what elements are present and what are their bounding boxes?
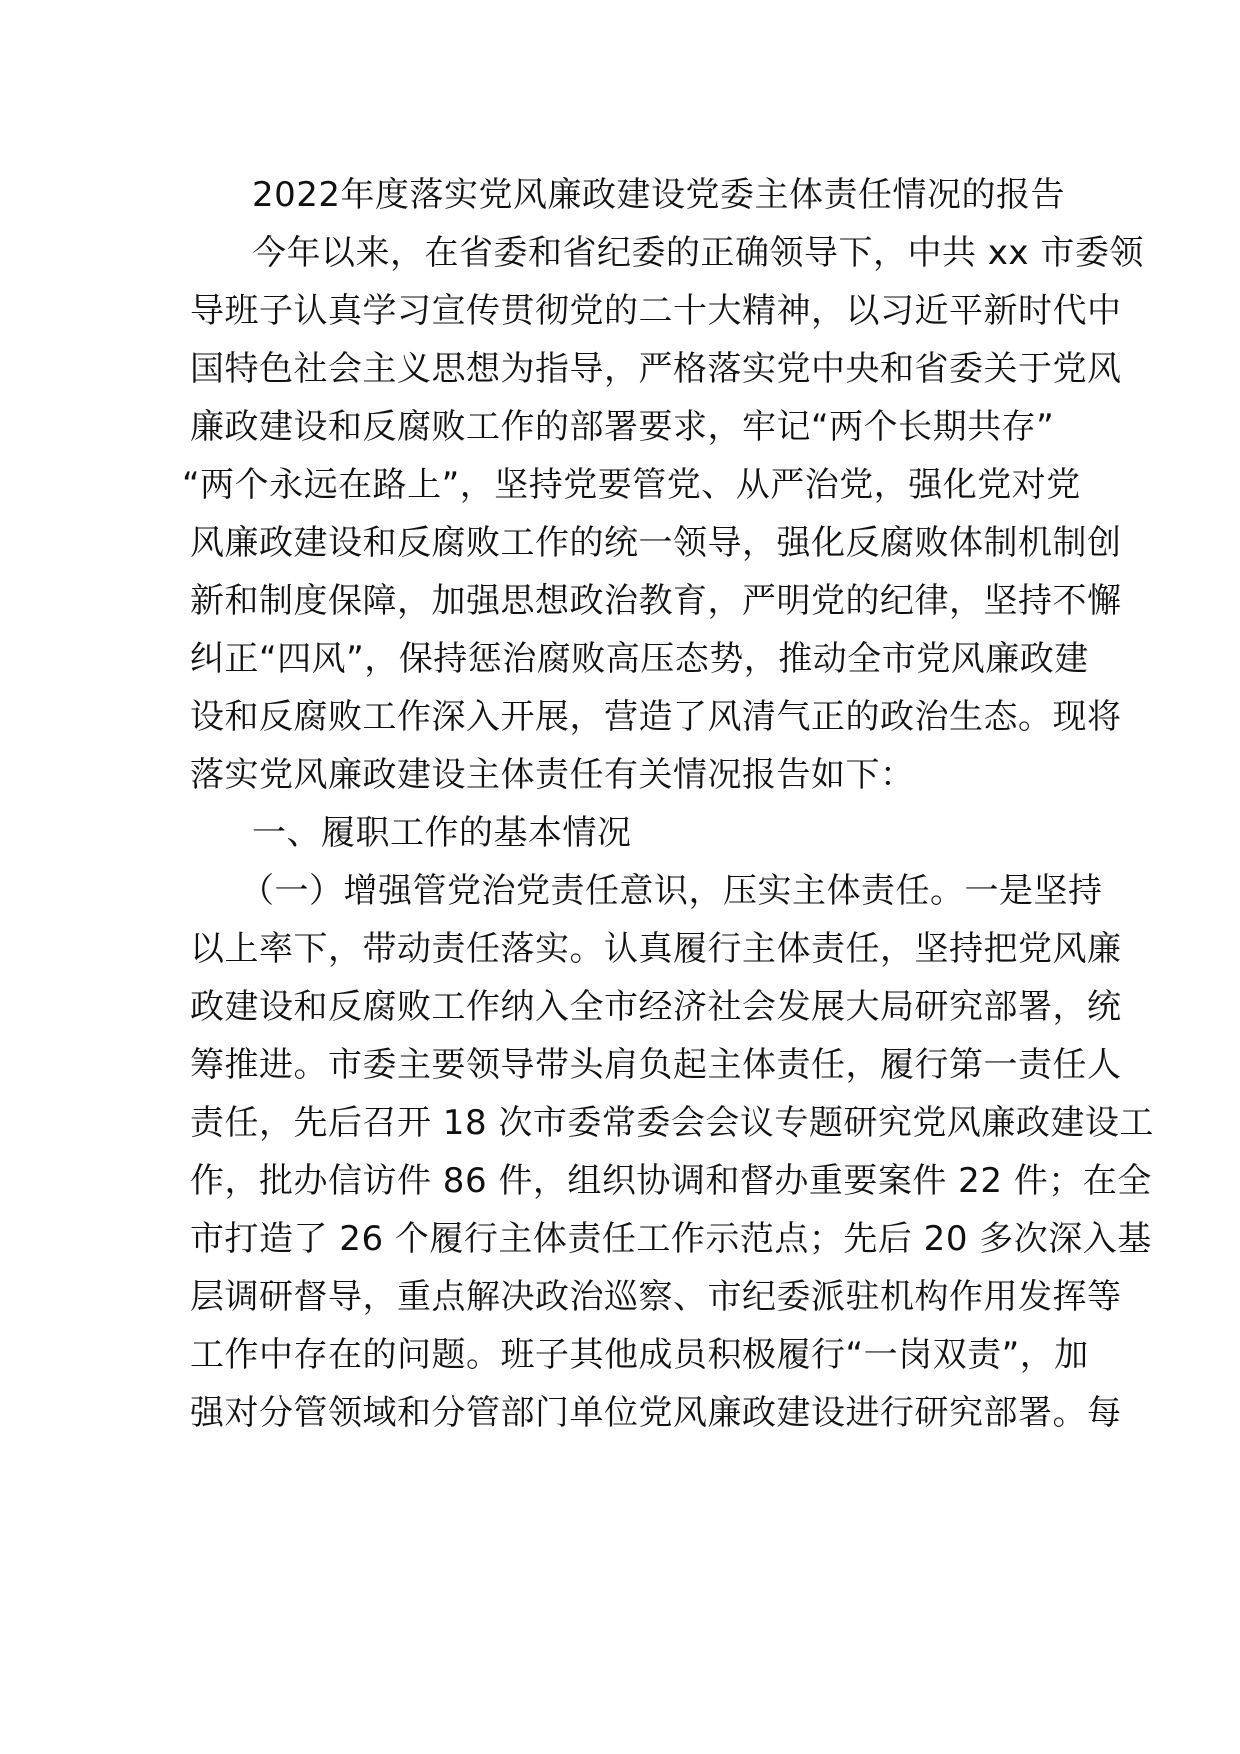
paragraph-line: 廉政建设和反腐败工作的部署要求，牢记“两个长期共存” xyxy=(190,407,1055,447)
paragraph-line: 市打造了 26 个履行主体责任工作示范点；先后 20 多次深入基 xyxy=(190,1219,1152,1259)
paragraph-line: 导班子认真学习宣传贯彻党的二十大精神，以习近平新时代中 xyxy=(190,291,1122,331)
paragraph-line: （一）增强管党治党责任意识，压实主体责任。一是坚持 xyxy=(240,871,1103,911)
section-heading: 一、履职工作的基本情况 xyxy=(252,813,632,853)
paragraph-line: 风廉政建设和反腐败工作的统一领导，强化反腐败体制机制创 xyxy=(190,523,1122,563)
paragraph-line: 层调研督导，重点解决政治巡察、市纪委派驻机构作用发挥等 xyxy=(190,1277,1122,1317)
paragraph-line: 设和反腐败工作深入开展，营造了风清气正的政治生态。现将 xyxy=(190,697,1122,737)
paragraph-line: “两个永远在路上”，坚持党要管党、从严治党，强化党对党 xyxy=(182,465,1081,505)
paragraph-line: 国特色社会主义思想为指导，严格落实党中央和省委关于党风 xyxy=(190,349,1122,389)
document-title: 2022年度落实党风廉政建设党委主体责任情况的报告 xyxy=(252,175,1066,215)
paragraph-line: 纠正“四风”，保持惩治腐败高压态势，推动全市党风廉政建 xyxy=(190,639,1089,679)
paragraph-line: 强对分管领域和分管部门单位党风廉政建设进行研究部署。每 xyxy=(190,1393,1122,1433)
paragraph-line: 以上率下，带动责任落实。认真履行主体责任，坚持把党风廉 xyxy=(190,929,1122,969)
paragraph-line: 筹推进。市委主要领导带头肩负起主体责任，履行第一责任人 xyxy=(190,1045,1122,1085)
paragraph-line: 今年以来，在省委和省纪委的正确领导下，中共 xx 市委领 xyxy=(252,233,1144,273)
paragraph-line: 落实党风廉政建设主体责任有关情况报告如下： xyxy=(190,755,915,795)
paragraph-line: 责任，先后召开 18 次市委常委会会议专题研究党风廉政建设工 xyxy=(190,1103,1154,1143)
paragraph-line: 作，批办信访件 86 件，组织协调和督办重要案件 22 件；在全 xyxy=(190,1161,1152,1201)
paragraph-line: 工作中存在的问题。班子其他成员积极履行“一岗双责”，加 xyxy=(190,1335,1089,1375)
paragraph-line: 政建设和反腐败工作纳入全市经济社会发展大局研究部署，统 xyxy=(190,987,1122,1027)
paragraph-line: 新和制度保障，加强思想政治教育，严明党的纪律，坚持不懈 xyxy=(190,581,1122,621)
